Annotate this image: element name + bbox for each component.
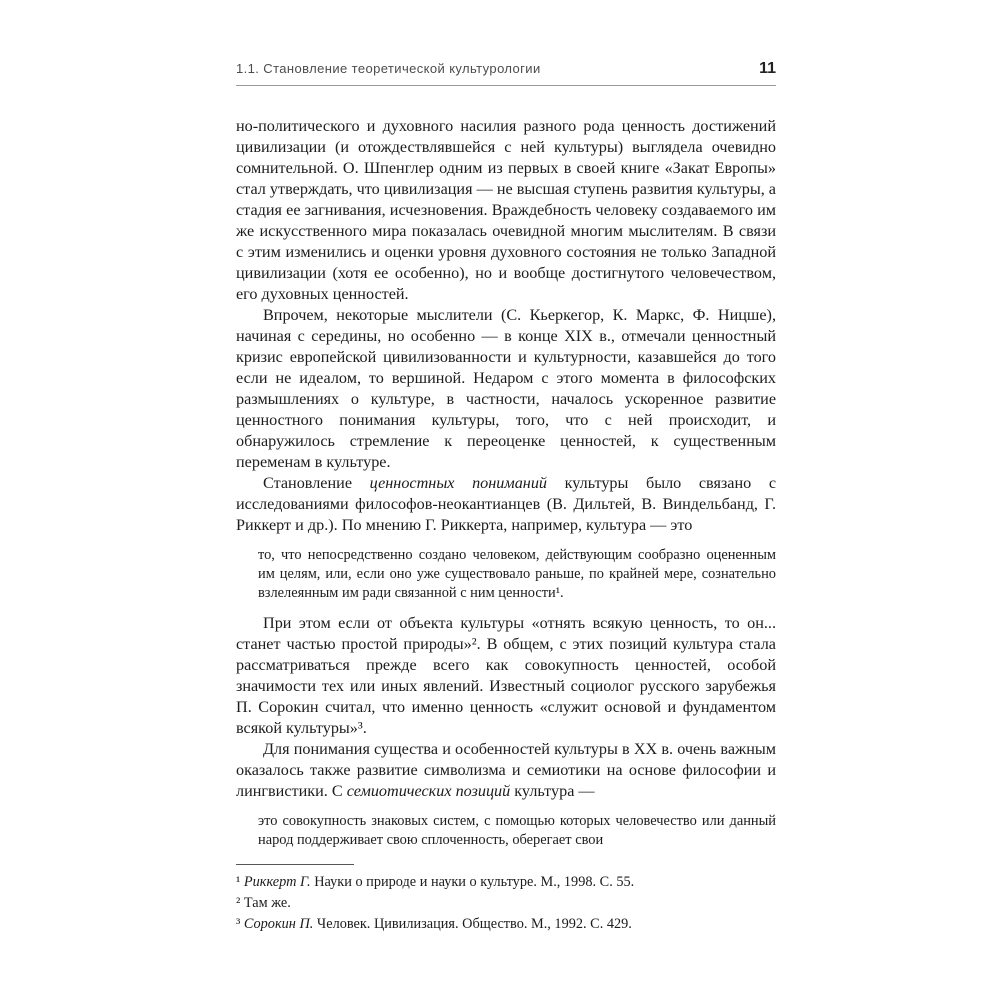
running-head: 1.1. Становление теоретической культурологии: [236, 61, 541, 76]
header-rule: [236, 85, 776, 86]
page-header: [236, 60, 776, 78]
text-column: [236, 60, 776, 935]
footnotes-section: [236, 864, 776, 935]
paragraph-1: но-политического и духовного насилия разного рода ценность достижений цивилизации (и отождествлявшейся с ней культуры) выглядела очевидно сомнительной. О. Шпенглер одним из первых в своей книге «Закат Европы» стал утверждать, что цивилизация — не высшая ступень развития культуры, а стадия ее загнивания, исчезновения. Враждебность человеку создаваемого им же искусственного мира показалась очевидной многим мыслителям. В связи с этим изменились и оценки уровня духовного состояния не только Западной цивилизации (хотя ее особенно), но и вообще достигнутого человечеством, его духовных ценностей.: [236, 117, 776, 303]
page-number: 11: [759, 60, 776, 77]
footnote-3: ³ Сорокин П. Человек. Цивилизация. Общество. М., 1992. С. 429.: [236, 916, 632, 932]
footnote-rule: [236, 864, 354, 865]
footnote-1: ¹ Риккерт Г. Науки о природе и науки о культуре. М., 1998. С. 55.: [236, 874, 635, 890]
paragraph-5: Для понимания существа и особенностей культуры в XX в. очень важным оказалось также развитие символизма и семиотики на основе философии и лингвистики. С семиотических позиций культура —: [236, 740, 776, 800]
block-quote-2: это совокупность знаковых систем, с помощью которых человечество или данный народ поддерживает свою сплоченность, оберегает свои: [258, 813, 776, 848]
paragraph-4: При этом если от объекта культуры «отнять всякую ценность, то он... станет частью простой природы»². В общем, с этих позиций культура стала рассматриваться прежде всего как совокупность ценностей, особой значимости тех или иных явлений. Известный социолог русского зарубежья П. Сорокин считал, что именно ценность «служит основой и фундаментом всякой культуры»³.: [236, 614, 776, 737]
block-quote-1: то, что непосредственно создано человеком, действующим сообразно оцененным им целям, или, если оно уже существовало раньше, по крайней мере, сознательно взлелеянным им ради связанной с ним ценности¹.: [258, 547, 776, 601]
footnote-2: ² Там же.: [236, 895, 291, 911]
paragraph-2: Впрочем, некоторые мыслители (С. Кьеркегор, К. Маркс, Ф. Ницше), начиная с середины, но особенно — в конце XIX в., отмечали ценностный кризис европейской цивилизованности и культурности, казавшейся до того если не идеалом, то вершиной. Недаром с этого момента в философских размышлениях о культуре, в частности, началось ускоренное развитие ценностного понимания культуры, того, что с ней происходит, и обнаружилось стремление к переоценке ценностей, к существенным переменам в культуре.: [236, 306, 776, 471]
body-text: [236, 116, 776, 850]
paragraph-3: Становление ценностных пониманий культуры было связано с исследованиями философов-неокантианцев (В. Дильтей, В. Виндельбанд, Г. Риккерт и др.). По мнению Г. Риккерта, например, культура — это: [236, 474, 777, 534]
